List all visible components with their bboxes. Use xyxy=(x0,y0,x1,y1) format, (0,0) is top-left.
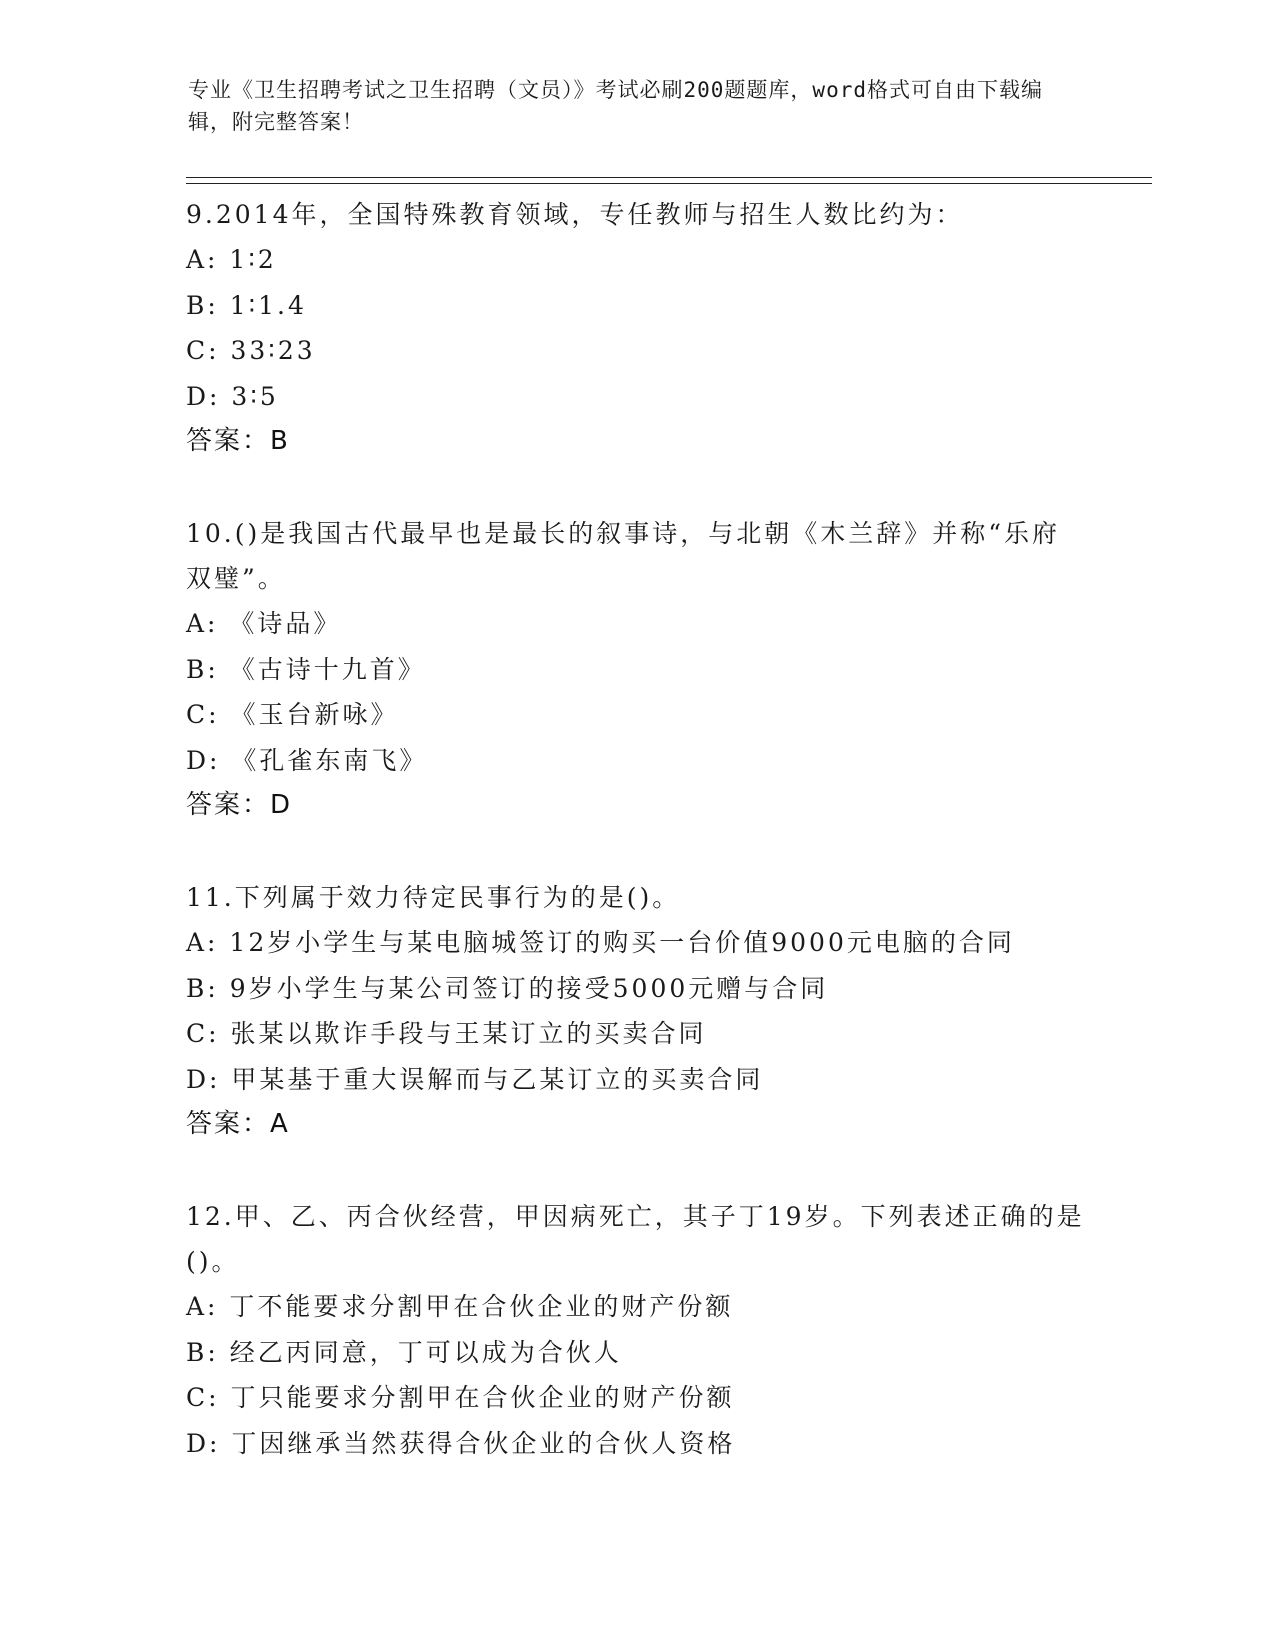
option-b: B: 经乙丙同意，丁可以成为合伙人 xyxy=(186,1337,622,1367)
option-d: D: 丁因继承当然获得合伙企业的合伙人资格 xyxy=(186,1428,736,1458)
option-a: A: 丁不能要求分割甲在合伙企业的财产份额 xyxy=(186,1292,734,1321)
document-header: 专业《卫生招聘考试之卫生招聘（文员）》考试必刷200题题库，word格式可自由下载编辑，附完整答案！ xyxy=(188,78,1043,134)
question-12 xyxy=(186,1194,1086,1466)
option-c: C: 张某以欺诈手段与王某订立的买卖合同 xyxy=(186,1019,707,1048)
question-10 xyxy=(186,511,1086,828)
question-stem: 10.()是我国古代最早也是最长的叙事诗，与北朝《木兰辞》并称“乐府双璧”。 xyxy=(186,519,1061,593)
header-divider-top xyxy=(186,177,1152,178)
option-b: B: 9岁小学生与某公司签订的接受5000元赠与合同 xyxy=(186,973,829,1003)
question-11 xyxy=(186,875,1086,1147)
option-c: C: 丁只能要求分割甲在合伙企业的财产份额 xyxy=(186,1383,735,1412)
option-d: D: 甲某基于重大误解而与乙某订立的买卖合同 xyxy=(186,1064,764,1094)
question-9 xyxy=(186,192,1086,464)
option-a: A: 12岁小学生与某电脑城签订的购买一台价值9000元电脑的合同 xyxy=(186,928,1015,957)
option-c: C: 33∶23 xyxy=(186,336,316,365)
option-b: B: 《古诗十九首》 xyxy=(186,654,426,684)
header-divider-bottom xyxy=(186,183,1152,184)
option-b: B: 1∶1.4 xyxy=(186,290,307,320)
option-a: A: 《诗品》 xyxy=(186,609,342,638)
option-d: D: 《孔雀东南飞》 xyxy=(186,745,428,775)
answer-line: 答案：A xyxy=(186,1109,290,1139)
answer-line: 答案：D xyxy=(186,790,293,820)
answer-line: 答案：B xyxy=(186,426,290,456)
question-stem: 12.甲、乙、丙合伙经营，甲因病死亡，其子丁19岁。下列表述正确的是()。 xyxy=(186,1202,1085,1276)
question-list xyxy=(186,192,1086,1513)
option-a: A: 1∶2 xyxy=(186,245,277,274)
question-stem: 9.2014年，全国特殊教育领域，专任教师与招生人数比约为： xyxy=(186,200,964,229)
option-c: C: 《玉台新咏》 xyxy=(186,700,399,729)
option-d: D: 3∶5 xyxy=(186,381,279,411)
question-stem: 11.下列属于效力待定民事行为的是()。 xyxy=(186,883,681,912)
